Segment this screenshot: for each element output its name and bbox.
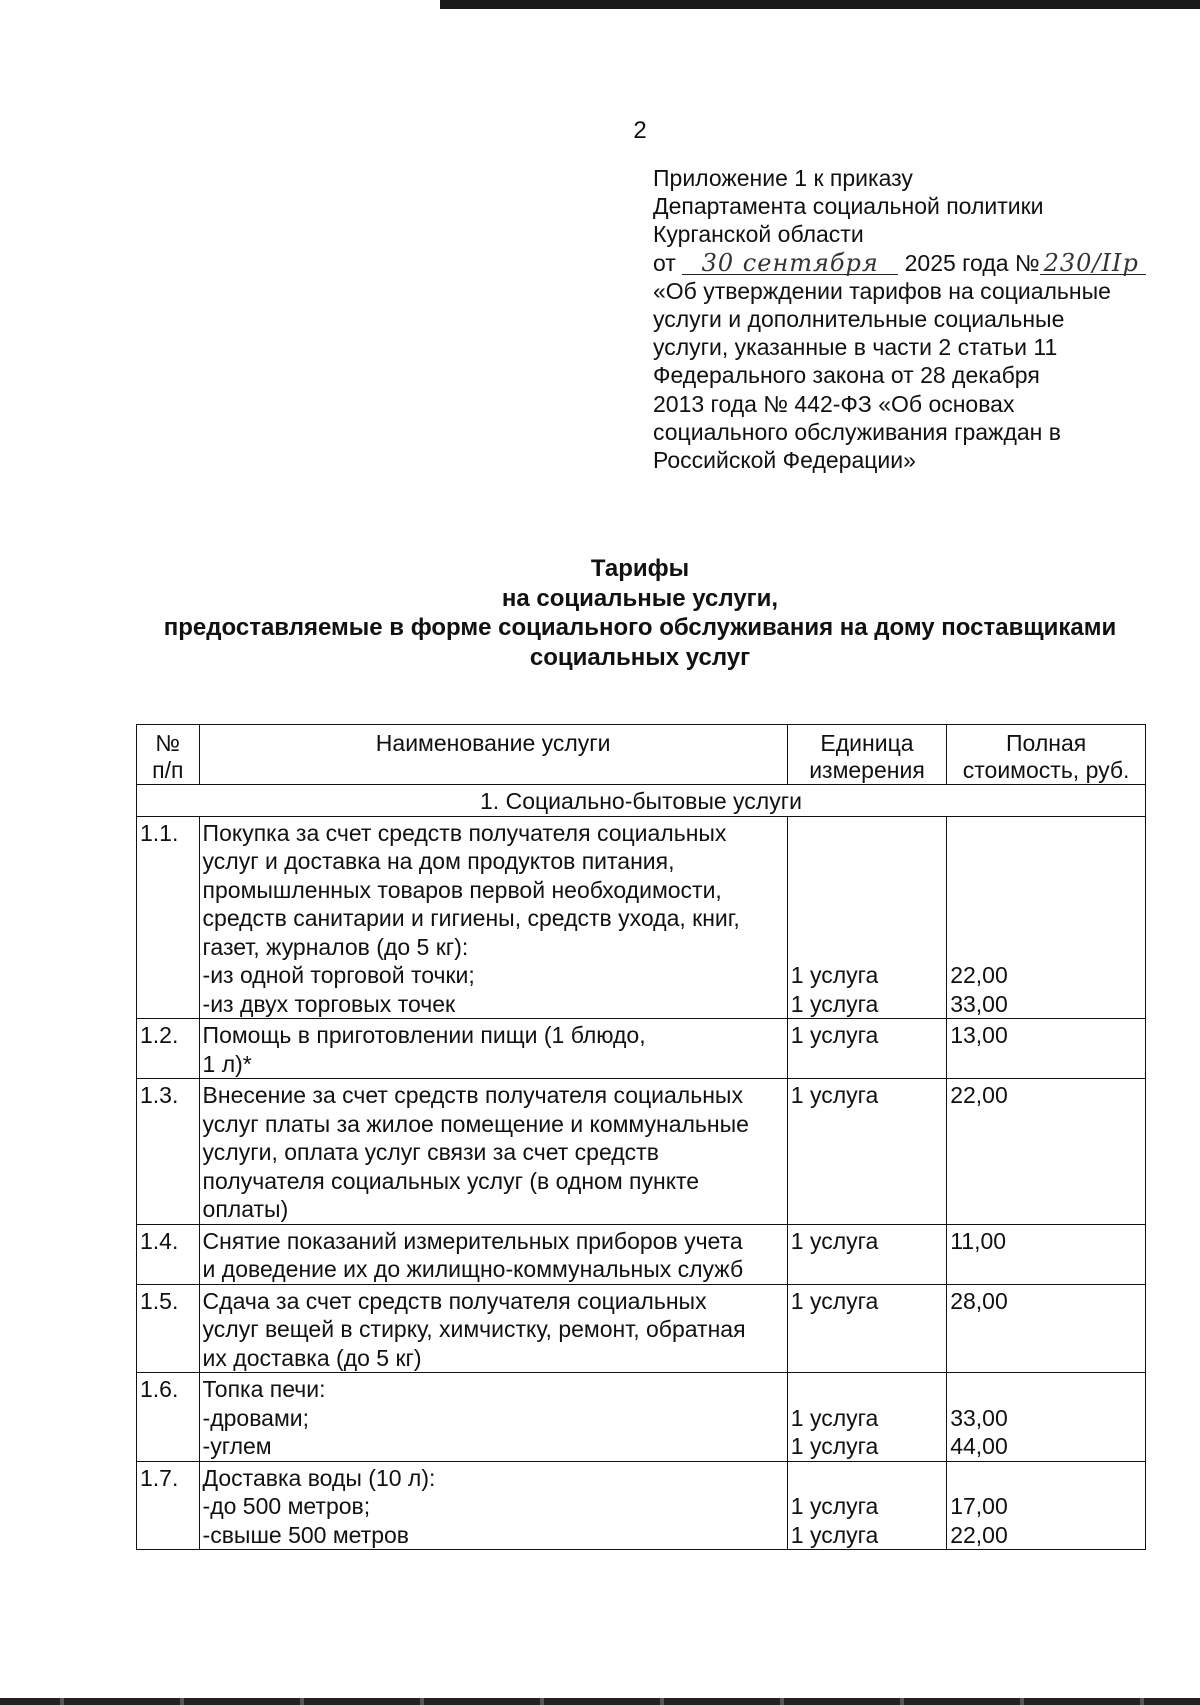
table-row bbox=[137, 1079, 1146, 1225]
appendix-line-3: Курганской области bbox=[653, 221, 864, 248]
order-title-line: 2013 года № 442-ФЗ «Об основах bbox=[653, 390, 1015, 417]
service-name: Покупка за счет средств получателя социальных услуг и доставка на дом продуктов питания, промышленных товаров первой необходимости, средств санитарии и гигиены, средств ухода, книг, газет, журналов (до 5 кг): -из одной торговой точки; -из двух торговых точек bbox=[199, 816, 787, 1019]
table-row bbox=[137, 1373, 1146, 1462]
title-line-2: на социальные услуги, bbox=[501, 584, 779, 612]
row-number: 1.6. bbox=[137, 1373, 200, 1462]
handwritten-date: 30 сентября bbox=[682, 252, 898, 275]
service-name: Снятие показаний измерительных приборов учета и доведение их до жилищно-коммунальных служб bbox=[199, 1224, 787, 1284]
from-prefix: от bbox=[653, 249, 676, 276]
unit-cell: 1 услуга 1 услуга bbox=[787, 1461, 946, 1550]
scan-bottom-edge bbox=[0, 1698, 1200, 1705]
handwritten-order-number: 230/ІІр bbox=[1040, 252, 1146, 275]
table-row bbox=[137, 1284, 1146, 1373]
service-name: Внесение за счет средств получателя социальных услуг платы за жилое помещение и коммунальные услуги, оплата услуг связи за счет средств получателя социальных услуг (в одном пункте оплаты) bbox=[199, 1079, 787, 1225]
unit-cell: 1 услуга 1 услуга bbox=[787, 816, 946, 1019]
price-cell: 11,00 bbox=[947, 1224, 1146, 1284]
price-cell: 22,00 bbox=[947, 1079, 1146, 1225]
table-row bbox=[137, 816, 1146, 1019]
section-heading: 1. Социально-бытовые услуги bbox=[137, 785, 1146, 817]
appendix-line-2: Департамента социальной политики bbox=[653, 193, 1044, 220]
unit-cell: 1 услуга bbox=[787, 1224, 946, 1284]
service-name: Топка печи: -дровами; -углем bbox=[199, 1373, 787, 1462]
order-title-line: услуги, указанные в части 2 статьи 11 bbox=[653, 334, 1058, 361]
table-row bbox=[137, 1461, 1146, 1550]
price-cell: 17,00 22,00 bbox=[947, 1461, 1146, 1550]
header-name: Наименование услуги bbox=[199, 725, 787, 785]
unit-cell: 1 услуга bbox=[787, 1079, 946, 1225]
price-cell: 28,00 bbox=[947, 1284, 1146, 1373]
service-name: Доставка воды (10 л): -до 500 метров; -свыше 500 метров bbox=[199, 1461, 787, 1550]
service-name: Помощь в приготовлении пищи (1 блюдо, 1 л)* bbox=[199, 1019, 787, 1079]
row-number: 1.4. bbox=[137, 1224, 200, 1284]
price-cell: 13,00 bbox=[947, 1019, 1146, 1079]
row-number: 1.3. bbox=[137, 1079, 200, 1225]
row-number: 1.2. bbox=[137, 1019, 200, 1079]
appendix-header bbox=[653, 164, 1173, 474]
table-row bbox=[137, 1224, 1146, 1284]
title-line-3: предоставляемые в форме социального обслуживания на дому поставщиками bbox=[163, 614, 1117, 641]
price-cell: 22,00 33,00 bbox=[947, 816, 1146, 1019]
header-price: Полная стоимость, руб. bbox=[947, 725, 1146, 785]
order-title-line: социального обслуживания граждан в bbox=[653, 418, 1061, 445]
unit-cell: 1 услуга 1 услуга bbox=[787, 1373, 946, 1462]
price-cell: 33,00 44,00 bbox=[947, 1373, 1146, 1462]
document-title bbox=[0, 554, 1200, 672]
header-num: № п/п bbox=[137, 725, 200, 785]
scan-top-edge bbox=[440, 0, 1200, 9]
year-text: 2025 года № bbox=[904, 249, 1040, 276]
unit-cell: 1 услуга bbox=[787, 1284, 946, 1373]
order-title-line: Российской Федерации» bbox=[653, 447, 916, 474]
table-row bbox=[137, 1019, 1146, 1079]
header-unit: Единица измерения bbox=[787, 725, 946, 785]
tariffs-table bbox=[136, 724, 1146, 1550]
page-number: 2 bbox=[633, 117, 647, 144]
title-line-1: Тарифы bbox=[590, 555, 690, 582]
row-number: 1.1. bbox=[137, 816, 200, 1019]
order-title-line: услуги и дополнительные социальные bbox=[653, 306, 1065, 333]
appendix-date-line bbox=[653, 249, 1173, 277]
section-row bbox=[137, 785, 1146, 817]
appendix-line-1: Приложение 1 к приказу bbox=[653, 165, 913, 191]
order-title-line: «Об утверждении тарифов на социальные bbox=[653, 277, 1111, 304]
service-name: Сдача за счет средств получателя социальных услуг вещей в стирку, химчистку, ремонт, обратная их доставка (до 5 кг) bbox=[199, 1284, 787, 1373]
row-number: 1.7. bbox=[137, 1461, 200, 1550]
title-line-4: социальных услуг bbox=[529, 643, 751, 671]
table-header-row bbox=[137, 725, 1146, 785]
order-title-line: Федерального закона от 28 декабря bbox=[653, 362, 1040, 389]
row-number: 1.5. bbox=[137, 1284, 200, 1373]
unit-cell: 1 услуга bbox=[787, 1019, 946, 1079]
